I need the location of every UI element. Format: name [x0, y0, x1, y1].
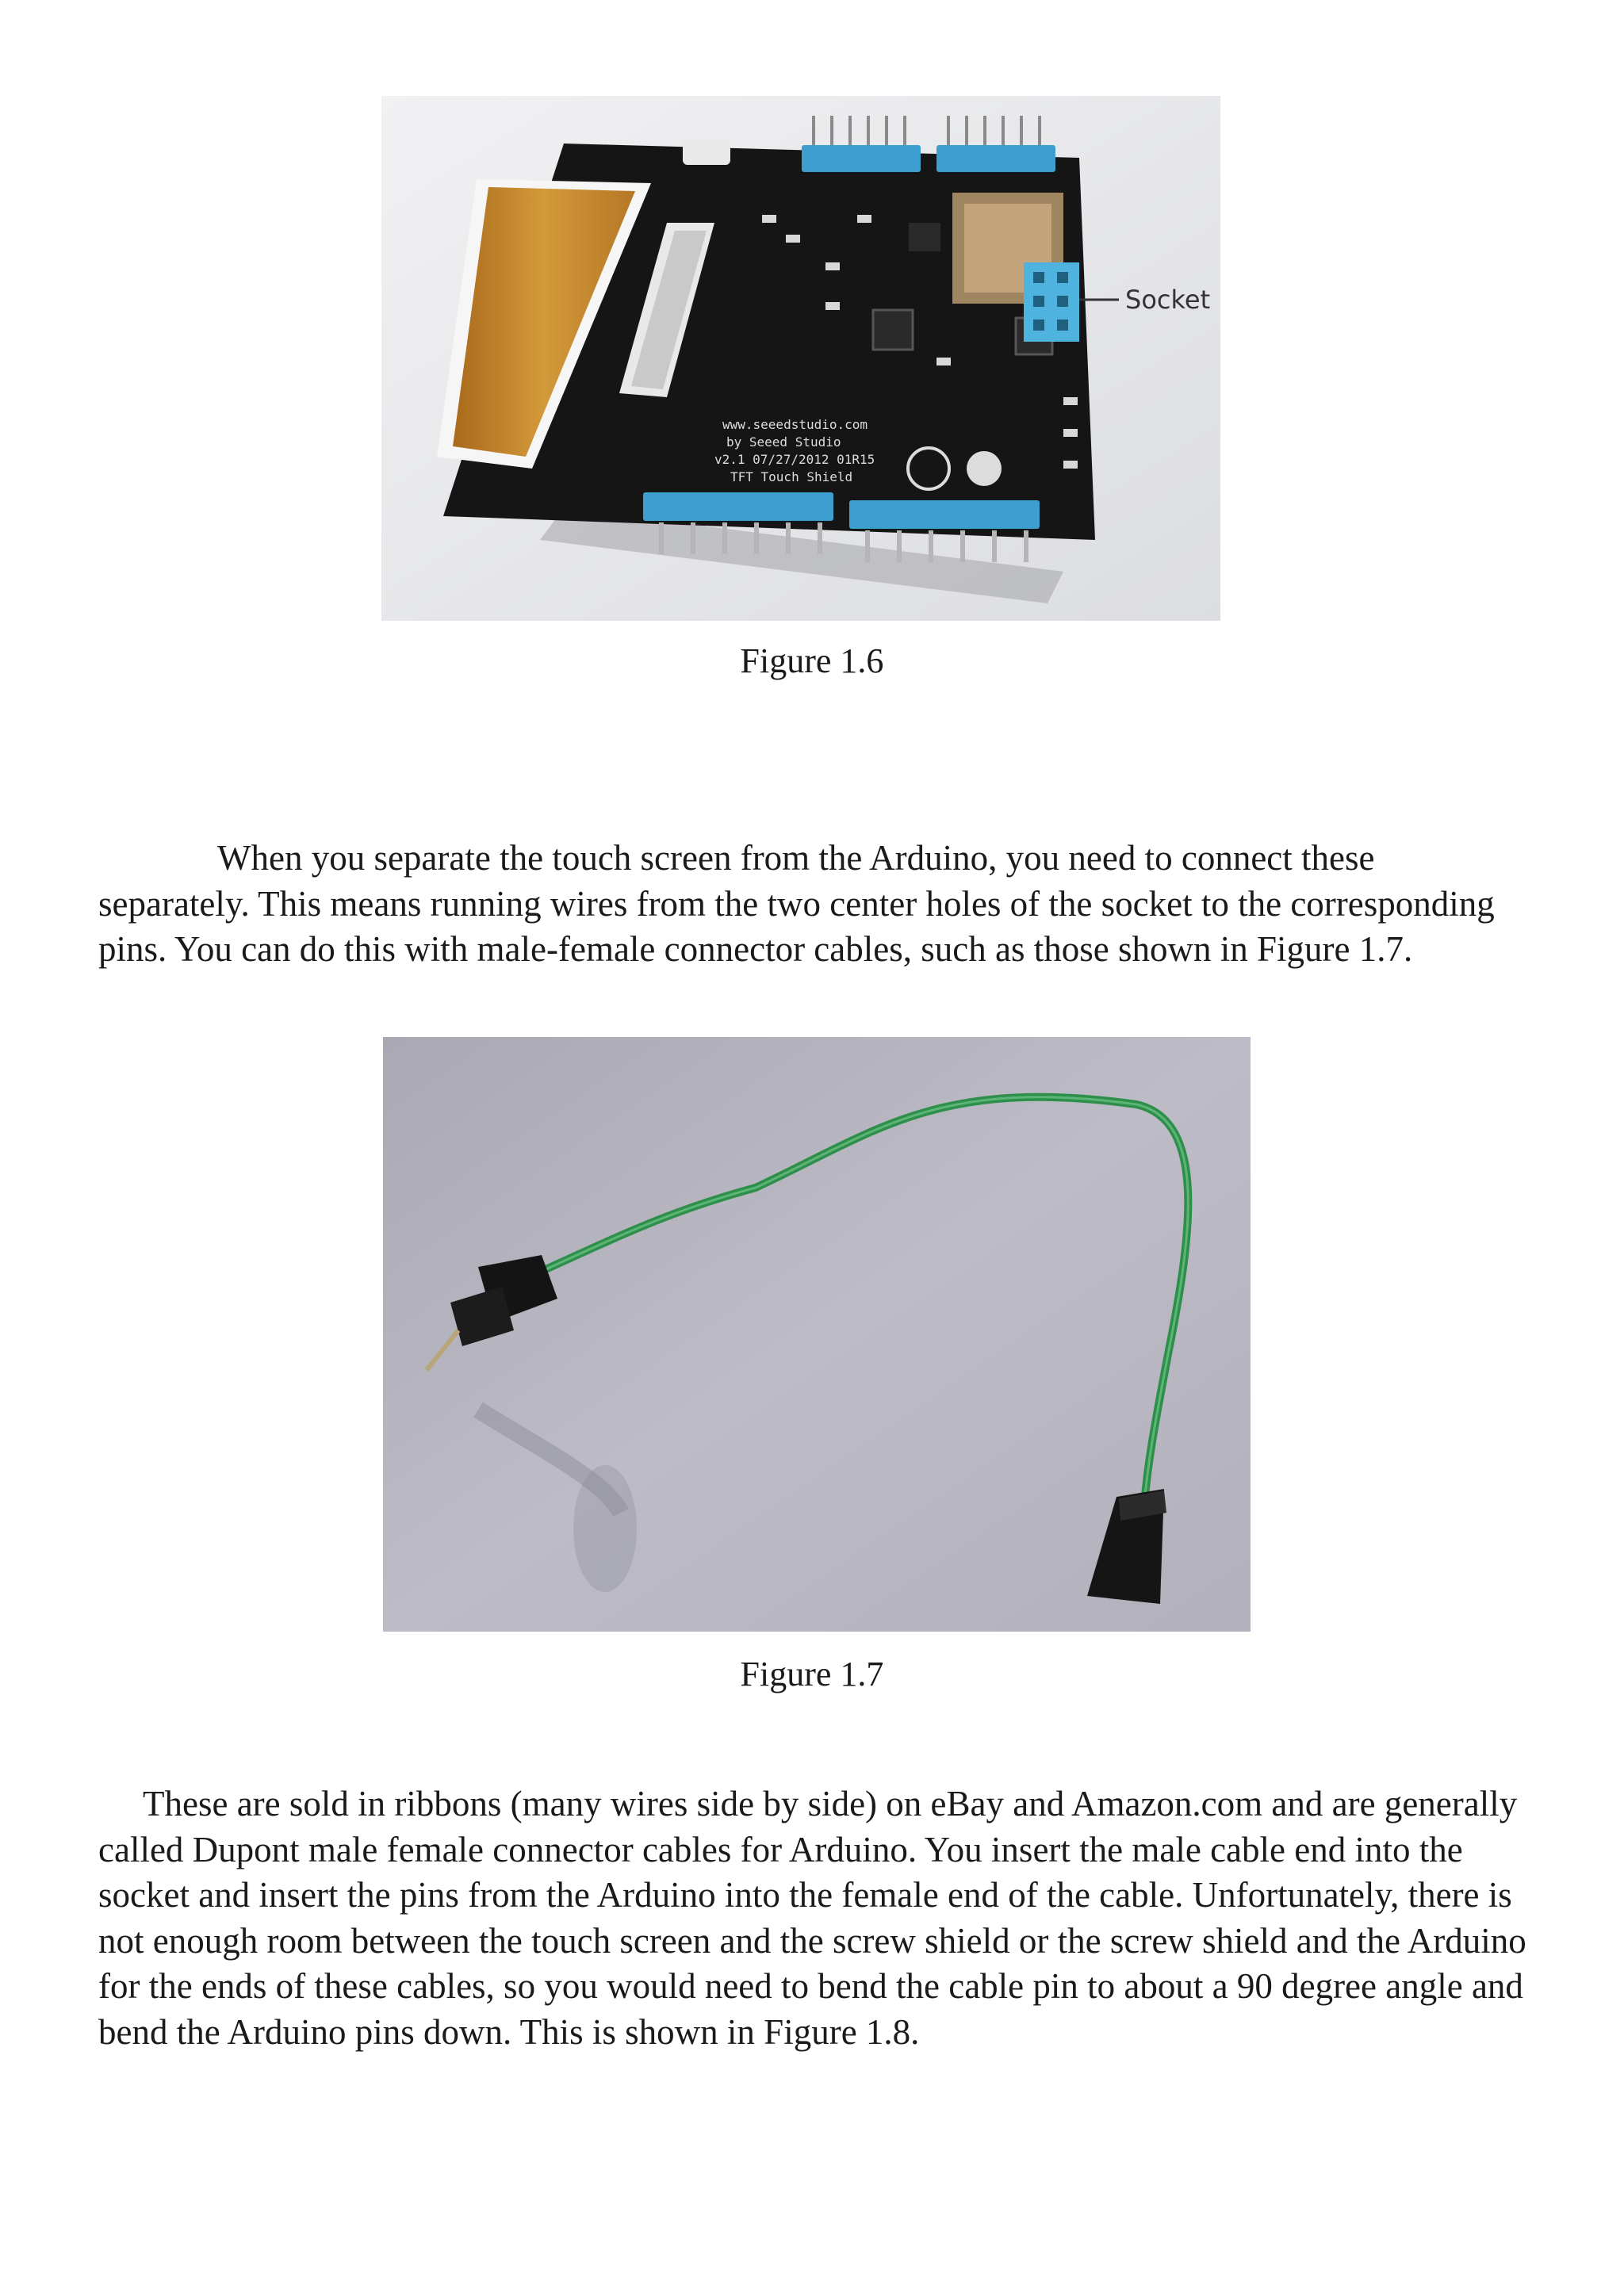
socket-callout-label: Socket	[1125, 285, 1211, 315]
board-text-4: TFT Touch Shield	[730, 469, 853, 484]
figure-1-6-photo	[381, 96, 1220, 621]
board-text-3: v2.1 07/27/2012 01R15	[714, 452, 875, 467]
figure-1-7-caption: Figure 1.7	[740, 1655, 884, 1693]
board-text-1: www.seeedstudio.com	[722, 417, 868, 432]
paragraph-2: These are sold in ribbons (many wires side by side) on eBay and Amazon.com and are generally called Dupont male female connector cables for Arduino. You insert the male cable end into the socket and insert the pins from the Arduino into the female end of the cable. Unfortunately, there is not enough room between the touch screen and the screw shield or the screw shield and the Arduino for the ends of these cables, so you would need to bend the cable pin to about a 90 degree angle and bend the Arduino pins down. This is shown in Figure 1.8.	[98, 1784, 1526, 2052]
paragraph-1: When you separate the touch screen from the Arduino, you need to connect these separately. This means running wires from the two center holes of the socket to the corresponding pins. You can do this with male-female connector cables, such as those shown in Figure 1.7.	[98, 838, 1495, 969]
figure-1-6-caption: Figure 1.6	[740, 641, 884, 680]
figure-1-7-photo	[383, 1037, 1251, 1632]
socket	[1024, 262, 1079, 342]
board-text-2: by Seeed Studio	[726, 434, 841, 450]
